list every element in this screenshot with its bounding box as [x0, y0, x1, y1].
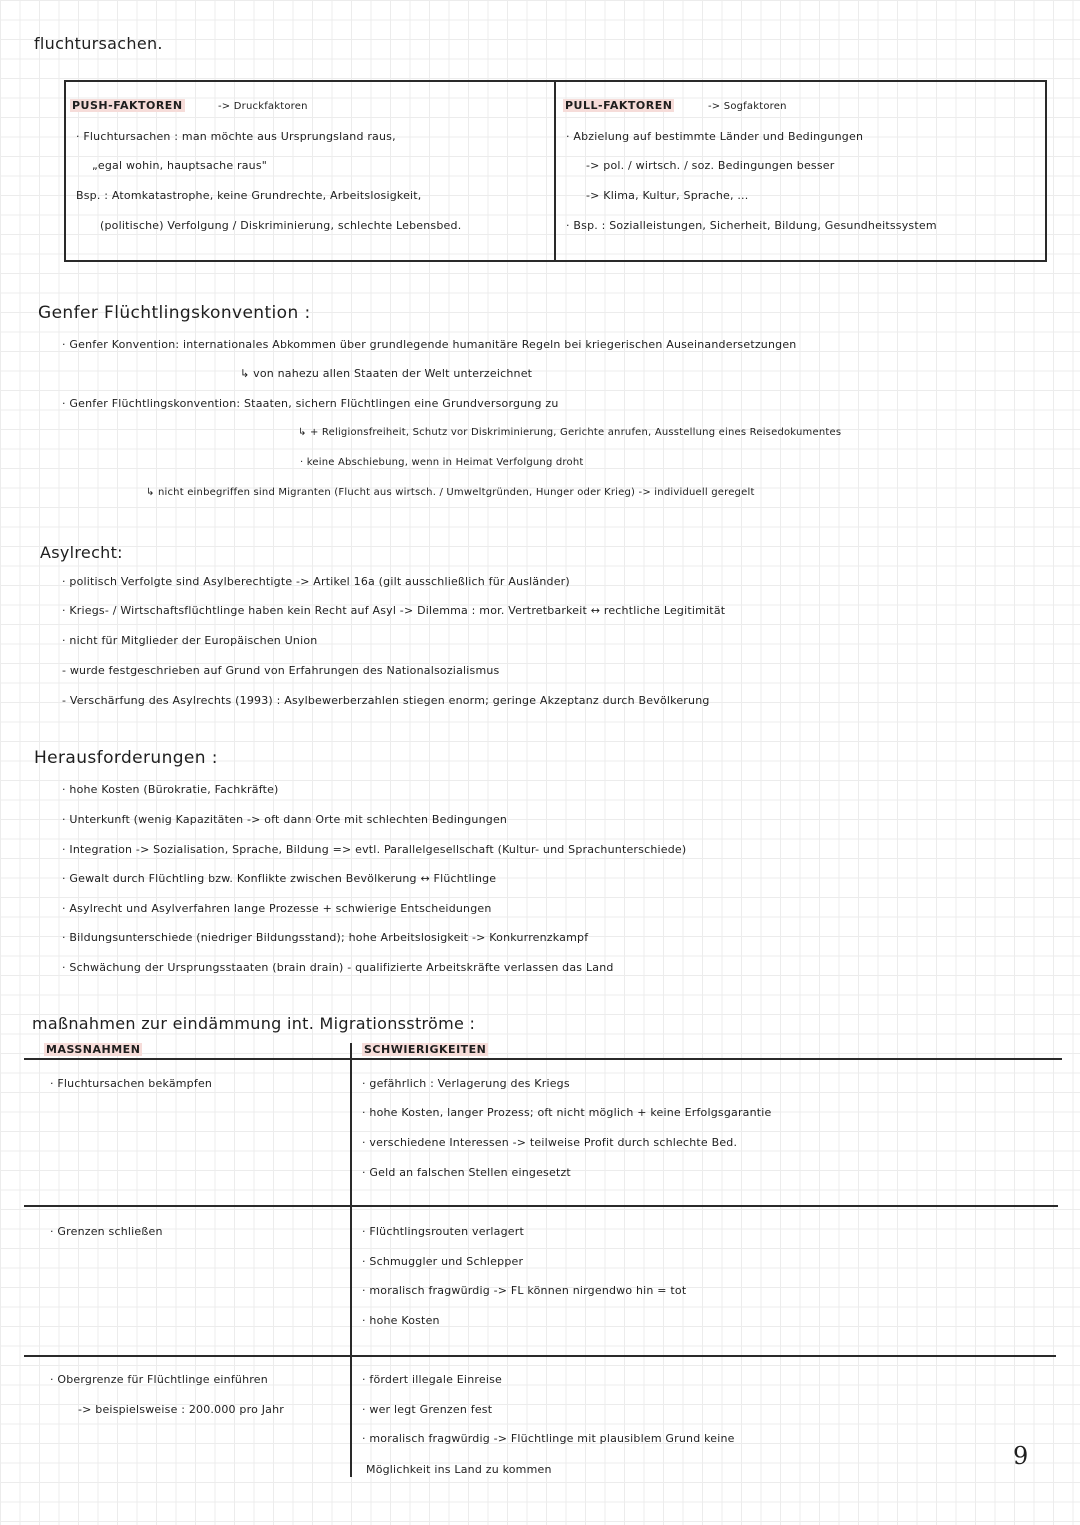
push-pull-divider: [554, 80, 556, 262]
pull-line-1: · Abzielung auf bestimmte Länder und Bedingungen: [566, 130, 864, 143]
push-line-2: „egal wohin, hauptsache raus": [92, 159, 268, 172]
genfer-line-5: · keine Abschiebung, wenn in Heimat Verfolgung droht: [300, 457, 584, 468]
section-title-fluchtursachen: fluchtursachen.: [34, 34, 163, 53]
asyl-line-5: - Verschärfung des Asylrechts (1993) : Asylbewerberzahlen stiegen enorm; geringe Akzeptanz durch Bevölkerung: [62, 694, 710, 707]
push-arrow: -> Druckfaktoren: [218, 101, 308, 112]
pull-arrow: -> Sogfaktoren: [708, 101, 787, 112]
page-number: 9: [1013, 1442, 1029, 1470]
asyl-line-2: · Kriegs- / Wirtschaftsflüchtlinge haben kein Recht auf Asyl -> Dilemma : mor. Vertretbarkeit ↔ rechtliche Legitimität: [62, 604, 726, 617]
heraus-line-6: · Bildungsunterschiede (niedriger Bildungsstand); hohe Arbeitslosigkeit -> Konkurrenzkampf: [62, 931, 589, 944]
measure-3-detail: -> beispielsweise : 200.000 pro Jahr: [78, 1403, 284, 1416]
col-heading-schwierigkeiten: SCHWIERIGKEITEN: [364, 1043, 487, 1056]
pull-line-2: -> pol. / wirtsch. / soz. Bedingungen besser: [586, 159, 835, 172]
issue-3-3: · moralisch fragwürdig -> Flüchtlinge mit plausiblem Grund keine: [362, 1432, 735, 1445]
section-title-asylrecht: Asylrecht:: [40, 543, 123, 562]
section-title-massnahmen: maßnahmen zur eindämmung int. Migrationsströme :: [32, 1014, 476, 1033]
issue-1-2: · hohe Kosten, langer Prozess; oft nicht möglich + keine Erfolgsgarantie: [362, 1106, 772, 1119]
heraus-line-2: · Unterkunft (wenig Kapazitäten -> oft dann Orte mit schlechten Bedingungen: [62, 813, 508, 826]
genfer-line-3: · Genfer Flüchtlingskonvention: Staaten, sichern Flüchtlingen eine Grundversorgung zu: [62, 397, 559, 410]
issue-3-1: · fördert illegale Einreise: [362, 1373, 502, 1386]
pull-heading: PULL-FAKTOREN: [565, 99, 673, 112]
issue-1-3: · verschiedene Interessen -> teilweise Profit durch schlechte Bed.: [362, 1136, 738, 1149]
genfer-line-2: ↳ von nahezu allen Staaten der Welt unterzeichnet: [240, 367, 533, 380]
issue-2-4: · hohe Kosten: [362, 1314, 440, 1327]
measure-1: · Fluchtursachen bekämpfen: [50, 1077, 213, 1090]
table-row-line-1: [24, 1205, 1058, 1207]
table-header-line: [24, 1058, 1062, 1060]
issue-1-4: · Geld an falschen Stellen eingesetzt: [362, 1166, 571, 1179]
push-line-3: Bsp. : Atomkatastrophe, keine Grundrechte, Arbeitslosigkeit,: [76, 189, 422, 202]
heraus-line-3: · Integration -> Sozialisation, Sprache, Bildung => evtl. Parallelgesellschaft (Kultur- und Sprachunterschiede): [62, 843, 687, 856]
measure-3: · Obergrenze für Flüchtlinge einführen: [50, 1373, 268, 1386]
pull-line-3: -> Klima, Kultur, Sprache, ...: [586, 189, 749, 202]
col-heading-massnahmen: MASSNAHMEN: [46, 1043, 141, 1056]
issue-2-3: · moralisch fragwürdig -> FL können nirgendwo hin = tot: [362, 1284, 687, 1297]
asyl-line-1: · politisch Verfolgte sind Asylberechtigte -> Artikel 16a (gilt ausschließlich für Ausländer): [62, 575, 570, 588]
measure-2: · Grenzen schließen: [50, 1225, 163, 1238]
genfer-line-6: ↳ nicht einbegriffen sind Migranten (Flucht aus wirtsch. / Umweltgründen, Hunger oder Krieg) -> individuell geregelt: [146, 487, 755, 498]
push-line-1: · Fluchtursachen : man möchte aus Ursprungsland raus,: [76, 130, 396, 143]
heraus-line-1: · hohe Kosten (Bürokratie, Fachkräfte): [62, 783, 279, 796]
section-title-herausforderungen: Herausforderungen :: [34, 748, 218, 768]
table-col-divider: [350, 1043, 352, 1477]
section-title-genfer: Genfer Flüchtlingskonvention :: [38, 303, 311, 323]
asyl-line-4: - wurde festgeschrieben auf Grund von Erfahrungen des Nationalsozialismus: [62, 664, 500, 677]
asyl-line-3: · nicht für Mitglieder der Europäischen Union: [62, 634, 318, 647]
push-heading: PUSH-FAKTOREN: [72, 99, 183, 112]
issue-2-1: · Flüchtlingsrouten verlagert: [362, 1225, 524, 1238]
issue-3-2: · wer legt Grenzen fest: [362, 1403, 493, 1416]
heraus-line-7: · Schwächung der Ursprungsstaaten (brain drain) - qualifizierte Arbeitskräfte verlassen das Land: [62, 961, 614, 974]
push-line-4: (politische) Verfolgung / Diskriminierung, schlechte Lebensbed.: [100, 219, 462, 232]
heraus-line-4: · Gewalt durch Flüchtling bzw. Konflikte zwischen Bevölkerung ↔ Flüchtlinge: [62, 872, 497, 885]
table-row-line-2: [24, 1355, 1056, 1357]
issue-3-4: Möglichkeit ins Land zu kommen: [366, 1463, 552, 1476]
pull-line-4: · Bsp. : Sozialleistungen, Sicherheit, Bildung, Gesundheitssystem: [566, 219, 937, 232]
genfer-line-4: ↳ + Religionsfreiheit, Schutz vor Diskriminierung, Gerichte anrufen, Ausstellung eines Reisedokumentes: [298, 427, 842, 438]
genfer-line-1: · Genfer Konvention: internationales Abkommen über grundlegende humanitäre Regeln bei kriegerischen Auseinandersetzungen: [62, 338, 797, 351]
heraus-line-5: · Asylrecht und Asylverfahren lange Prozesse + schwierige Entscheidungen: [62, 902, 492, 915]
issue-1-1: · gefährlich : Verlagerung des Kriegs: [362, 1077, 570, 1090]
issue-2-2: · Schmuggler und Schlepper: [362, 1255, 524, 1268]
